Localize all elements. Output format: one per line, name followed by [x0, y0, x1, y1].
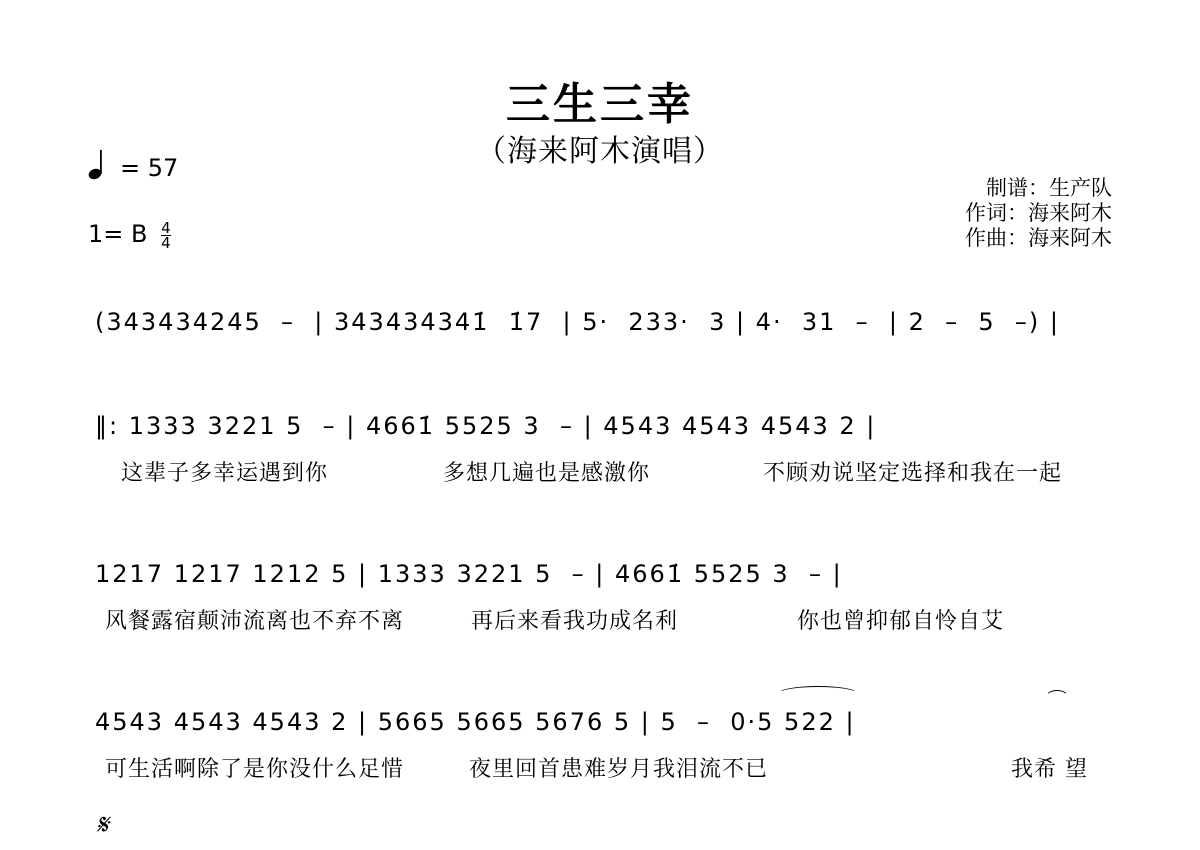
lyric-3c: 你也曾抑郁自怜自艾: [797, 609, 1005, 634]
time-bottom: 4: [161, 233, 171, 252]
music-line-2: ‖: 1333 3221 5 – | 4661̇ 5525 3 – | 4543 4543 4543 2 |: [95, 412, 877, 440]
tempo-value: = 57: [120, 154, 179, 182]
lyric-4a: 可生活啊除了是你没什么足惜: [105, 757, 405, 782]
key-signature: [88, 220, 171, 250]
lyric-2b: 多想几遍也是感激你: [443, 461, 651, 486]
lyric-4b: 夜里回首患难岁月我泪流不已: [469, 757, 769, 782]
lyric-4c: 我希 望: [1011, 757, 1088, 782]
song-subtitle: （海来阿木演唱）: [476, 134, 724, 169]
tie-arc: [777, 686, 859, 702]
credit-lyrics: 作词：海来阿木: [965, 201, 1112, 225]
lyric-2c: 不顾劝说坚定选择和我在一起: [763, 461, 1063, 486]
staff-line-1: [95, 304, 1125, 424]
staff-line-4: [95, 704, 1125, 824]
music-line-1: (343434245 – | 343434341̇ 1̇7 | 5· 233· 3 | 4· 31 – | 2 – 5 –) |: [95, 308, 1060, 336]
lyric-3a: 风餐露宿颠沛流离也不弃不离: [105, 609, 405, 634]
credit-notation: 制谱：生产队: [986, 176, 1112, 200]
segno-sign: 𝄋: [96, 808, 109, 841]
key-label: 1= B: [88, 220, 148, 248]
quarter-note-icon: [88, 150, 106, 186]
lyric-3b: 再后来看我功成名利: [471, 609, 679, 634]
time-top: 4: [161, 218, 171, 237]
lyric-2a: 这辈子多幸运遇到你: [121, 461, 329, 486]
song-title: 三生三幸: [506, 79, 694, 130]
tempo-marking: [88, 150, 178, 186]
credit-music: 作曲：海来阿木: [965, 226, 1112, 250]
staff-line-3: [95, 556, 1125, 676]
music-line-4: 4543 4543 4543 2 | 5665 5665 5676 5 | 5 – 0·5 522 |: [95, 708, 856, 736]
music-line-3: 1217 1217 1212 5 | 1333 3221 5 – | 4661̇ 5525 3 – |: [95, 560, 843, 588]
staff-line-2: [95, 408, 1125, 528]
credits: [965, 176, 1112, 251]
time-signature: [161, 218, 171, 252]
